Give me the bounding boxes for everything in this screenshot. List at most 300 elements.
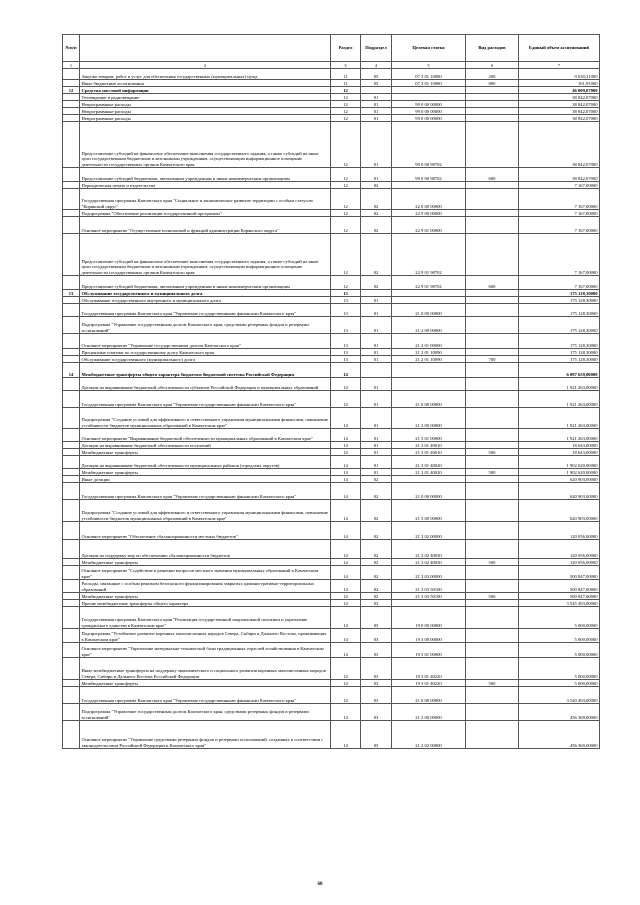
row-razdel-cell: 14: [331, 391, 361, 408]
row-podrazdel-cell: 02: [361, 593, 392, 600]
row-razdel-cell: 14: [331, 456, 361, 469]
row-podrazdel-cell: 01: [361, 429, 392, 442]
row-target-article-cell: 07 3 01 10080: [392, 69, 466, 80]
row-name-cell: Расходы, связанные с особым режимом безопасного функционирования закрытых административно-территориальных образований: [80, 580, 331, 593]
row-number-cell: [63, 442, 80, 449]
row-expense-type-cell: [466, 189, 519, 210]
row-expense-type-cell: [466, 182, 519, 189]
row-target-article-cell: 22 9 01 00000: [392, 217, 466, 234]
row-expense-type-cell: [466, 378, 519, 391]
row-podrazdel-cell: 01: [361, 115, 392, 122]
row-number-cell: [63, 168, 80, 182]
row-number-cell: [63, 429, 80, 442]
row-podrazdel-cell: 01: [361, 456, 392, 469]
row-name-cell: Государственная программа Камчатского края "Управление государственными финансами Камчатского края": [80, 483, 331, 500]
row-amount-cell: 120 056,00000: [519, 540, 600, 559]
table-row: [63, 408, 600, 429]
row-razdel-cell: 12: [331, 122, 361, 168]
row-number-cell: [63, 115, 80, 122]
table-row: [63, 658, 600, 680]
row-name-cell: Дотации на выравнивание бюджетной обеспеченности муниципальных районов (городских округов): [80, 456, 331, 469]
row-expense-type-cell: [466, 349, 519, 356]
row-razdel-cell: 14: [331, 483, 361, 500]
row-name-cell: Подпрограмма "Устойчивое развитие коренных малочисленных народов Севера, Сибири и Дальнего Востока, проживающих в Камчатском крае": [80, 629, 331, 643]
table-row: [63, 643, 600, 658]
row-razdel-cell: 13: [331, 317, 361, 334]
row-expense-type-cell: [466, 101, 519, 108]
row-razdel-cell: 14: [331, 540, 361, 559]
row-razdel-cell: 14: [331, 429, 361, 442]
row-name-cell: Основное мероприятие "Обеспечение сбалансированности местных бюджетов": [80, 522, 331, 540]
row-podrazdel-cell: 01: [361, 101, 392, 108]
row-name-cell: Обслуживание государственного и муниципального долга: [80, 290, 331, 297]
row-name-cell: Государственная программа Камчатского края "Управление государственными финансами Камчатского края": [80, 687, 331, 704]
row-number-cell: [63, 378, 80, 391]
row-expense-type-cell: 800: [466, 80, 519, 87]
row-name-cell: Государственная программа Камчатского края "Управление государственными финансами Камчатского края": [80, 304, 331, 317]
row-expense-type-cell: [466, 408, 519, 429]
row-number-cell: [63, 680, 80, 687]
row-target-article-cell: 99 0 00 00000: [392, 108, 466, 115]
row-number-cell: [63, 687, 80, 704]
row-expense-type-cell: 500: [466, 449, 519, 456]
row-amount-cell: 18 643,00000: [519, 442, 600, 449]
row-name-cell: Предоставление субсидий бюджетным, автономным учреждениям и иным некоммерческим организациям: [80, 168, 331, 182]
row-amount-cell: 1 921 263,00000: [519, 391, 600, 408]
row-podrazdel-cell: 03: [361, 607, 392, 629]
row-expense-type-cell: 500: [466, 469, 519, 476]
row-podrazdel-cell: 02: [361, 189, 392, 210]
index-cell: 2: [80, 62, 331, 69]
index-cell: 4: [361, 62, 392, 69]
table-row: [63, 94, 600, 101]
row-target-article-cell: 07 3 01 10080: [392, 80, 466, 87]
row-podrazdel-cell: 01: [361, 449, 392, 456]
row-name-cell: Межбюджетные трансферты общего характера бюджетам бюджетной системы Российской Федерации: [80, 363, 331, 378]
table-row: [63, 476, 600, 483]
row-expense-type-cell: [466, 304, 519, 317]
row-name-cell: Иные межбюджетные трансферты на поддержку экономического и социального развития коренных малочисленных народов Севера, Сибири и Дальнего Востока Российской Федерации: [80, 658, 331, 680]
row-expense-type-cell: [466, 500, 519, 522]
row-expense-type-cell: [466, 122, 519, 168]
row-name-cell: Непрограммные расходы: [80, 115, 331, 122]
row-amount-cell: 5 000,00000: [519, 607, 600, 629]
table-row: [63, 334, 600, 349]
row-name-cell: Предоставление субсидий на финансовое обеспечение выполнения государственного задания, а также субсидий на иные цели государственным бюджетным и автономным учреждениям, осуществляющим информационное освещение деятельности государственных органов Камчатского края: [80, 234, 331, 276]
row-number-cell: [63, 408, 80, 429]
table-row: [63, 189, 600, 210]
row-amount-cell: 1 902 620,00000: [519, 469, 600, 476]
row-expense-type-cell: [466, 476, 519, 483]
row-name-cell: Обслуживание государственного внутреннего и муниципального долга: [80, 297, 331, 304]
row-amount-cell: 500 847,00000: [519, 566, 600, 580]
table-row: [63, 108, 600, 115]
row-name-cell: Государственная программа Камчатского края "Управление государственными финансами Камчатского края": [80, 391, 331, 408]
row-target-article-cell: 21 0 00 00000: [392, 483, 466, 500]
row-amount-cell: 1 902 620,00000: [519, 456, 600, 469]
table-row: [63, 687, 600, 704]
row-amount-cell: 620 903,00000: [519, 476, 600, 483]
row-target-article-cell: [392, 476, 466, 483]
row-name-cell: Межбюджетные трансферты: [80, 680, 331, 687]
row-target-article-cell: 21 2 00 00000: [392, 704, 466, 721]
row-target-article-cell: 22 0 00 00000: [392, 189, 466, 210]
table-row: [63, 456, 600, 469]
row-name-cell: Непрограммные расходы: [80, 108, 331, 115]
row-razdel-cell: 13: [331, 290, 361, 297]
row-razdel-cell: 14: [331, 658, 361, 680]
budget-table-page: [62, 34, 599, 749]
table-row: [63, 391, 600, 408]
row-target-article-cell: 21 3 03 50100: [392, 593, 466, 600]
row-target-article-cell: [392, 363, 466, 378]
row-razdel-cell: 12: [331, 168, 361, 182]
row-target-article-cell: 21 3 01 40010: [392, 449, 466, 456]
row-number-cell: [63, 704, 80, 721]
row-number-cell: [63, 210, 80, 217]
row-expense-type-cell: [466, 658, 519, 680]
row-target-article-cell: 21 3 02 00000: [392, 522, 466, 540]
row-expense-type-cell: [466, 94, 519, 101]
row-podrazdel-cell: 02: [361, 210, 392, 217]
row-expense-type-cell: 200: [466, 69, 519, 80]
row-target-article-cell: 21 3 02 40030: [392, 559, 466, 566]
row-number-cell: [63, 317, 80, 334]
row-number-cell: [63, 69, 80, 80]
row-amount-cell: 175 128,30000: [519, 317, 600, 334]
row-target-article-cell: [392, 297, 466, 304]
header-expense-type: Вид расходов: [466, 35, 519, 62]
row-amount-cell: 38 842,07000: [519, 122, 600, 168]
row-number-cell: 14: [63, 363, 80, 378]
row-number-cell: [63, 334, 80, 349]
row-number-cell: [63, 349, 80, 356]
row-amount-cell: 7 167,00000: [519, 234, 600, 276]
row-razdel-cell: 14: [331, 500, 361, 522]
row-amount-cell: 101,91000: [519, 80, 600, 87]
row-name-cell: Периодическая печать и издательства: [80, 182, 331, 189]
row-expense-type-cell: 500: [466, 559, 519, 566]
row-razdel-cell: 12: [331, 115, 361, 122]
row-number-cell: [63, 276, 80, 290]
row-razdel-cell: 13: [331, 356, 361, 363]
row-target-article-cell: 19 3 01 00000: [392, 643, 466, 658]
row-razdel-cell: 11: [331, 69, 361, 80]
table-row: [63, 600, 600, 607]
row-podrazdel-cell: 01: [361, 349, 392, 356]
index-cell: 6: [466, 62, 519, 69]
row-amount-cell: 620 903,00000: [519, 500, 600, 522]
row-target-article-cell: 19 3 01 40220: [392, 680, 466, 687]
row-target-article-cell: 21 0 00 00000: [392, 304, 466, 317]
table-row: [63, 87, 600, 94]
row-target-article-cell: 21 3 00 00000: [392, 500, 466, 522]
row-expense-type-cell: [466, 429, 519, 442]
row-amount-cell: 175 128,30000: [519, 304, 600, 317]
row-target-article-cell: 21 3 01 00000: [392, 429, 466, 442]
row-razdel-cell: 13: [331, 304, 361, 317]
row-razdel-cell: 12: [331, 94, 361, 101]
row-podrazdel-cell: [361, 290, 392, 297]
row-name-cell: Подпрограмма "Управление государственным долгом Камчатского края, средствами резервных фондов и резервами ассигнований": [80, 704, 331, 721]
row-name-cell: Межбюджетные трансферты: [80, 559, 331, 566]
row-expense-type-cell: [466, 456, 519, 469]
row-name-cell: Государственная программа Камчатского края "Реализация государственной национальной политики и укрепление гражданского единства в Камчатском крае": [80, 607, 331, 629]
table-row: [63, 721, 600, 749]
header-amount: Единый объем ассигнований: [519, 35, 600, 62]
row-razdel-cell: 14: [331, 408, 361, 429]
table-row: [63, 566, 600, 580]
table-row: [63, 80, 600, 87]
row-number-cell: [63, 101, 80, 108]
row-podrazdel-cell: 02: [361, 217, 392, 234]
row-podrazdel-cell: 03: [361, 687, 392, 704]
row-target-article-cell: 21 0 00 00000: [392, 687, 466, 704]
row-target-article-cell: 21 3 03 00000: [392, 566, 466, 580]
index-cell: 1: [63, 62, 80, 69]
row-name-cell: Основное мероприятие "Укрепление материально-технической базы традиционных отраслей хозяйствования в Камчатском крае": [80, 643, 331, 658]
header-num: №п/п: [63, 35, 80, 62]
row-podrazdel-cell: 03: [361, 600, 392, 607]
row-podrazdel-cell: 02: [361, 476, 392, 483]
row-number-cell: [63, 469, 80, 476]
index-cell: 7: [519, 62, 600, 69]
row-target-article-cell: 99 0 00 00000: [392, 115, 466, 122]
row-razdel-cell: 13: [331, 334, 361, 349]
row-name-cell: Подпрограмма "Управление государственным долгом Камчатского края, средствами резервных фондов и резервами ассигнований": [80, 317, 331, 334]
row-target-article-cell: 19 0 00 00000: [392, 607, 466, 629]
row-amount-cell: 3 545 493,00000: [519, 600, 600, 607]
row-number-cell: [63, 449, 80, 456]
row-number-cell: [63, 500, 80, 522]
table-row: [63, 317, 600, 334]
row-razdel-cell: 13: [331, 297, 361, 304]
row-target-article-cell: 21 2 01 00000: [392, 334, 466, 349]
row-number-cell: [63, 234, 80, 276]
row-razdel-cell: 14: [331, 593, 361, 600]
row-name-cell: Закупка товаров, работ и услуг для обеспечения государственных (муниципальных) нужд: [80, 69, 331, 80]
table-row: [63, 217, 600, 234]
row-amount-cell: 175 128,30000: [519, 356, 600, 363]
row-amount-cell: 1 921 263,00000: [519, 378, 600, 391]
table-row: [63, 304, 600, 317]
row-expense-type-cell: [466, 290, 519, 297]
row-amount-cell: 120 056,00000: [519, 522, 600, 540]
row-name-cell: Предоставление субсидий на финансовое обеспечение выполнения государственного задания, а также субсидий на иные цели государственным бюджетным и автономным учреждениям, осуществляющим информационное освещение деятельности государственных органов Камчатского края: [80, 122, 331, 168]
row-amount-cell: 3 540 493,00000: [519, 687, 600, 704]
row-amount-cell: 175 128,30000: [519, 349, 600, 356]
row-target-article-cell: 99 0 00 00000: [392, 101, 466, 108]
header-target-article: Целевая статья: [392, 35, 466, 62]
row-razdel-cell: 14: [331, 680, 361, 687]
row-name-cell: Средства массовой информации: [80, 87, 331, 94]
row-target-article-cell: 21 0 00 00000: [392, 391, 466, 408]
table-row: [63, 607, 600, 629]
table-row: [63, 378, 600, 391]
row-expense-type-cell: [466, 687, 519, 704]
row-podrazdel-cell: 02: [361, 540, 392, 559]
index-cell: 5: [392, 62, 466, 69]
row-amount-cell: 7 167,00000: [519, 217, 600, 234]
table-row: [63, 483, 600, 500]
row-number-cell: [63, 600, 80, 607]
row-expense-type-cell: [466, 391, 519, 408]
row-amount-cell: 175 128,30000: [519, 334, 600, 349]
row-amount-cell: 456 369,00000: [519, 721, 600, 749]
row-name-cell: Основное мероприятие "Управление средствами резервных фондов и резервами ассигнований, созданных в соответствии с законодательством Российской Федерации и Камчатского края": [80, 721, 331, 749]
row-razdel-cell: 12: [331, 182, 361, 189]
row-podrazdel-cell: 01: [361, 391, 392, 408]
row-amount-cell: 7 167,00000: [519, 210, 600, 217]
row-name-cell: Иные бюджетные ассигнования: [80, 80, 331, 87]
row-expense-type-cell: 500: [466, 593, 519, 600]
row-name-cell: Подпрограмма "Создание условий для эффективного и ответственного управления муниципальными финансами, повышение устойчивости бюджетов муниципальных образований в Камчатском крае": [80, 408, 331, 429]
row-target-article-cell: [392, 94, 466, 101]
row-name-cell: Основное мероприятие "Осуществление полномочий и функций администрации Корякского округа": [80, 217, 331, 234]
row-number-cell: [63, 297, 80, 304]
row-number-cell: [63, 108, 80, 115]
row-razdel-cell: 14: [331, 559, 361, 566]
row-name-cell: Основное мероприятие "Управление государственным долгом Камчатского края": [80, 334, 331, 349]
row-razdel-cell: 12: [331, 189, 361, 210]
row-number-cell: [63, 476, 80, 483]
row-number-cell: 12: [63, 87, 80, 94]
row-expense-type-cell: 600: [466, 276, 519, 290]
row-amount-cell: 38 842,07000: [519, 101, 600, 108]
row-target-article-cell: 19 3 00 00000: [392, 629, 466, 643]
row-expense-type-cell: [466, 297, 519, 304]
table-row: [63, 704, 600, 721]
row-expense-type-cell: [466, 580, 519, 593]
row-podrazdel-cell: 01: [361, 304, 392, 317]
row-podrazdel-cell: 03: [361, 643, 392, 658]
row-podrazdel-cell: 01: [361, 108, 392, 115]
row-number-cell: 13: [63, 290, 80, 297]
row-razdel-cell: 14: [331, 687, 361, 704]
row-podrazdel-cell: 01: [361, 297, 392, 304]
row-razdel-cell: 12: [331, 210, 361, 217]
row-expense-type-cell: [466, 540, 519, 559]
row-target-article-cell: 19 3 01 40220: [392, 658, 466, 680]
row-podrazdel-cell: 05: [361, 69, 392, 80]
table-row: [63, 629, 600, 643]
index-cell: 3: [331, 62, 361, 69]
row-expense-type-cell: [466, 234, 519, 276]
row-number-cell: [63, 658, 80, 680]
row-expense-type-cell: [466, 334, 519, 349]
row-number-cell: [63, 189, 80, 210]
row-razdel-cell: 12: [331, 276, 361, 290]
row-target-article-cell: 21 3 01 40010: [392, 442, 466, 449]
row-target-article-cell: 21 2 01 10090: [392, 356, 466, 363]
row-number-cell: [63, 629, 80, 643]
row-target-article-cell: 22 9 01 98702: [392, 234, 466, 276]
row-podrazdel-cell: 01: [361, 356, 392, 363]
row-amount-cell: 5 000,00000: [519, 658, 600, 680]
column-index-row: [63, 62, 600, 69]
row-amount-cell: 620 903,00000: [519, 483, 600, 500]
table-row: [63, 210, 600, 217]
row-number-cell: [63, 182, 80, 189]
row-podrazdel-cell: [361, 363, 392, 378]
row-podrazdel-cell: 01: [361, 168, 392, 182]
table-row: [63, 276, 600, 290]
row-number-cell: [63, 217, 80, 234]
row-razdel-cell: 14: [331, 442, 361, 449]
row-expense-type-cell: [466, 522, 519, 540]
row-amount-cell: 38 842,07000: [519, 115, 600, 122]
row-podrazdel-cell: 01: [361, 317, 392, 334]
row-target-article-cell: [392, 290, 466, 297]
row-number-cell: [63, 540, 80, 559]
row-podrazdel-cell: 02: [361, 580, 392, 593]
table-header-row: [63, 35, 600, 62]
table-row: [63, 122, 600, 168]
row-razdel-cell: 11: [331, 80, 361, 87]
row-razdel-cell: 12: [331, 217, 361, 234]
row-number-cell: [63, 607, 80, 629]
row-podrazdel-cell: 05: [361, 80, 392, 87]
row-amount-cell: 6 087 659,00000: [519, 363, 600, 378]
row-razdel-cell: 14: [331, 721, 361, 749]
row-podrazdel-cell: 03: [361, 680, 392, 687]
row-podrazdel-cell: 02: [361, 559, 392, 566]
row-podrazdel-cell: [361, 87, 392, 94]
row-target-article-cell: [392, 378, 466, 391]
row-name-cell: Государственная программа Камчатского края "Социальное и экономическое развитие территории с особым статусом "Корякский округ": [80, 189, 331, 210]
row-target-article-cell: 21 3 01 40020: [392, 456, 466, 469]
table-row: [63, 522, 600, 540]
row-name-cell: Дотации на выравнивание бюджетной обеспеченности субъектов Российской Федерации и муниципальных образований: [80, 378, 331, 391]
row-name-cell: Телевидение и радиовещание: [80, 94, 331, 101]
row-amount-cell: 1 921 263,00000: [519, 408, 600, 429]
row-name-cell: Процентные платежи по государственному долгу Камчатского края: [80, 349, 331, 356]
row-name-cell: Межбюджетные трансферты: [80, 593, 331, 600]
row-name-cell: Основное мероприятие "Выравнивание бюджетной обеспеченности муниципальных образований в Камчатском крае": [80, 429, 331, 442]
row-target-article-cell: 99 0 00 98702: [392, 122, 466, 168]
row-name-cell: Подпрограмма "Создание условий для эффективного и ответственного управления муниципальными финансами, повышение устойчивости бюджетов муниципальных образований в Камчатском крае": [80, 500, 331, 522]
row-number-cell: [63, 94, 80, 101]
row-target-article-cell: 22 9 00 00000: [392, 210, 466, 217]
row-podrazdel-cell: 03: [361, 704, 392, 721]
row-podrazdel-cell: 02: [361, 500, 392, 522]
row-target-article-cell: 21 2 02 00000: [392, 721, 466, 749]
row-amount-cell: 38 842,07000: [519, 94, 600, 101]
row-number-cell: [63, 566, 80, 580]
row-target-article-cell: 21 2 00 00000: [392, 317, 466, 334]
row-amount-cell: 9 630,31000: [519, 69, 600, 80]
row-number-cell: [63, 643, 80, 658]
row-expense-type-cell: [466, 210, 519, 217]
row-name-cell: Предоставление субсидий бюджетным, автономным учреждениям и иным некоммерческим организациям: [80, 276, 331, 290]
row-podrazdel-cell: 01: [361, 122, 392, 168]
row-podrazdel-cell: 02: [361, 234, 392, 276]
table-row: [63, 234, 600, 276]
row-target-article-cell: 21 3 02 40030: [392, 540, 466, 559]
row-number-cell: [63, 391, 80, 408]
row-number-cell: [63, 593, 80, 600]
row-razdel-cell: 14: [331, 600, 361, 607]
row-target-article-cell: 21 2 01 10090: [392, 349, 466, 356]
row-name-cell: Иные дотации: [80, 476, 331, 483]
row-target-article-cell: [392, 182, 466, 189]
row-amount-cell: 38 842,07000: [519, 108, 600, 115]
row-podrazdel-cell: 02: [361, 522, 392, 540]
row-podrazdel-cell: 01: [361, 94, 392, 101]
row-expense-type-cell: [466, 643, 519, 658]
table-row: [63, 101, 600, 108]
row-expense-type-cell: [466, 217, 519, 234]
